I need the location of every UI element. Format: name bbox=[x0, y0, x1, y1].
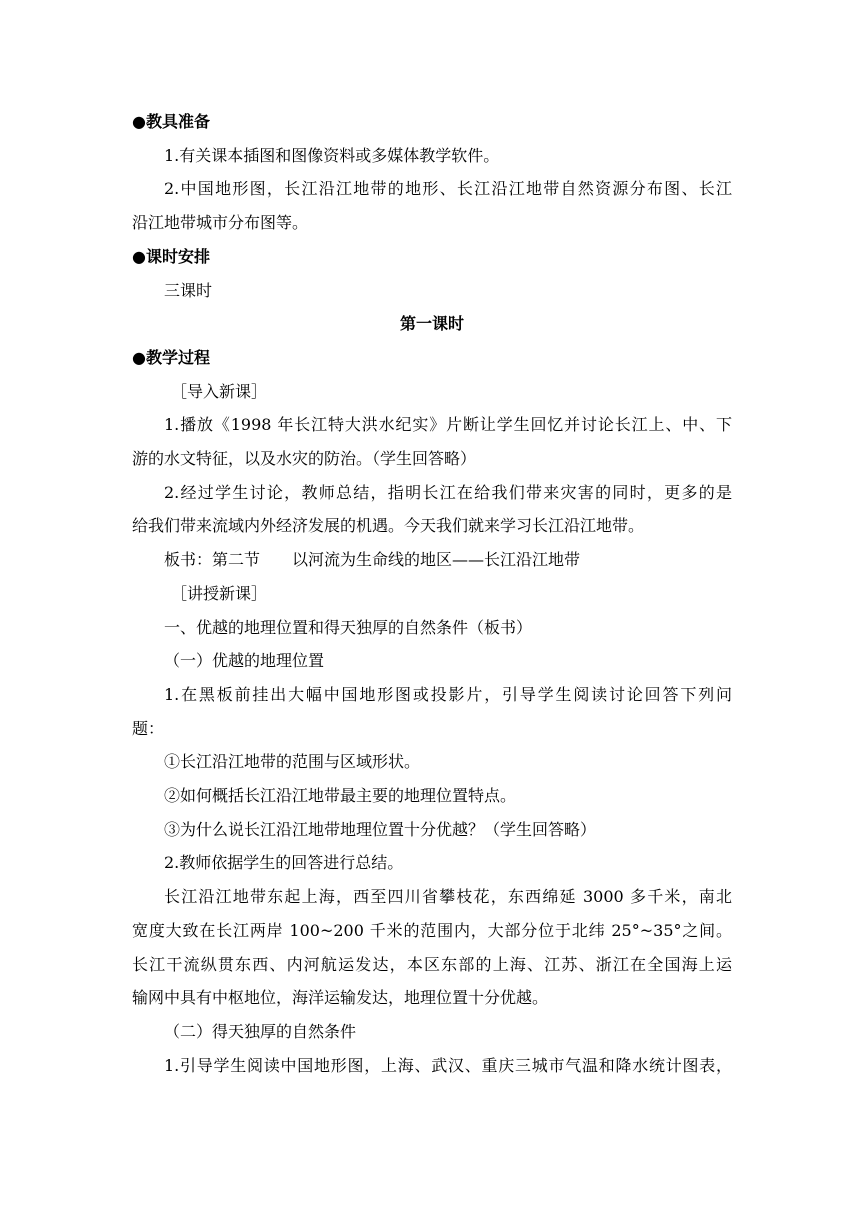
sub1-title: （一）优越的地理位置 bbox=[164, 651, 325, 671]
lesson-title: 第一课时 bbox=[399, 314, 464, 334]
intro-label: ［导入新课］ bbox=[171, 381, 268, 401]
summary-line-3: 长江干流纵贯东西、内河航运发达，本区东部的上海、江苏、浙江在全国海上运 bbox=[132, 954, 732, 974]
question-1: ①长江沿江地带的范围与区域形状。 bbox=[164, 752, 421, 772]
summary-line-2: 宽度大致在长江两岸 100~200 千米的范围内，大部分位于北纬 25°~35°之间。 bbox=[132, 920, 732, 940]
part1-title: 一、优越的地理位置和得天独厚的自然条件（板书） bbox=[164, 617, 533, 637]
tools-item-2: 2.中国地形图，长江沿江地带的地形、长江沿江地带自然资源分布图、长江 bbox=[164, 179, 732, 199]
summary-line-4: 输网中具有中枢地位，海洋运输发达，地理位置十分优越。 bbox=[132, 988, 549, 1008]
tools-item-2-cont: 沿江地带城市分布图等。 bbox=[132, 213, 309, 233]
summary-line-1: 长江沿江地带东起上海，西至四川省攀枝花，东西绵延 3000 多千米，南北 bbox=[164, 887, 732, 907]
intro-para-1-cont: 游的水文特征，以及水灾的防治。（学生回答略） bbox=[132, 449, 477, 469]
schedule-text: 三课时 bbox=[164, 280, 213, 300]
tools-item-1: 1.有关课本插图和图像资料或多媒体教学软件。 bbox=[164, 145, 500, 165]
schedule-heading: ●课时安排 bbox=[132, 246, 210, 266]
document-body bbox=[132, 105, 732, 1082]
sub1-intro-cont: 题： bbox=[132, 718, 165, 738]
intro-para-2-cont: 给我们带来流域内外经济发展的机遇。今天我们就来学习长江沿江地带。 bbox=[132, 516, 645, 536]
sub1-intro: 1.在黑板前挂出大幅中国地形图或投影片，引导学生阅读讨论回答下列问 bbox=[164, 684, 732, 704]
board-text: 板书：第二节 以河流为生命线的地区——长江沿江地带 bbox=[164, 550, 581, 570]
tools-heading: ●教具准备 bbox=[132, 112, 210, 131]
sub2-intro: 1.引导学生阅读中国地形图，上海、武汉、重庆三城市气温和降水统计图表， bbox=[164, 1055, 732, 1075]
intro-para-1: 1.播放《1998 年长江特大洪水纪实》片断让学生回忆并讨论长江上、中、下 bbox=[164, 415, 732, 435]
question-2: ②如何概括长江沿江地带最主要的地理位置特点。 bbox=[164, 786, 517, 806]
process-heading: ●教学过程 bbox=[132, 347, 210, 367]
summary-intro: 2.教师依据学生的回答进行总结。 bbox=[164, 853, 404, 873]
intro-para-2: 2.经过学生讨论，教师总结，指明长江在给我们带来灾害的同时，更多的是 bbox=[164, 482, 732, 502]
lecture-label: ［讲授新课］ bbox=[171, 583, 268, 603]
sub2-title: （二）得天独厚的自然条件 bbox=[164, 1021, 357, 1041]
question-3: ③为什么说长江沿江地带地理位置十分优越？（学生回答略） bbox=[164, 819, 597, 839]
